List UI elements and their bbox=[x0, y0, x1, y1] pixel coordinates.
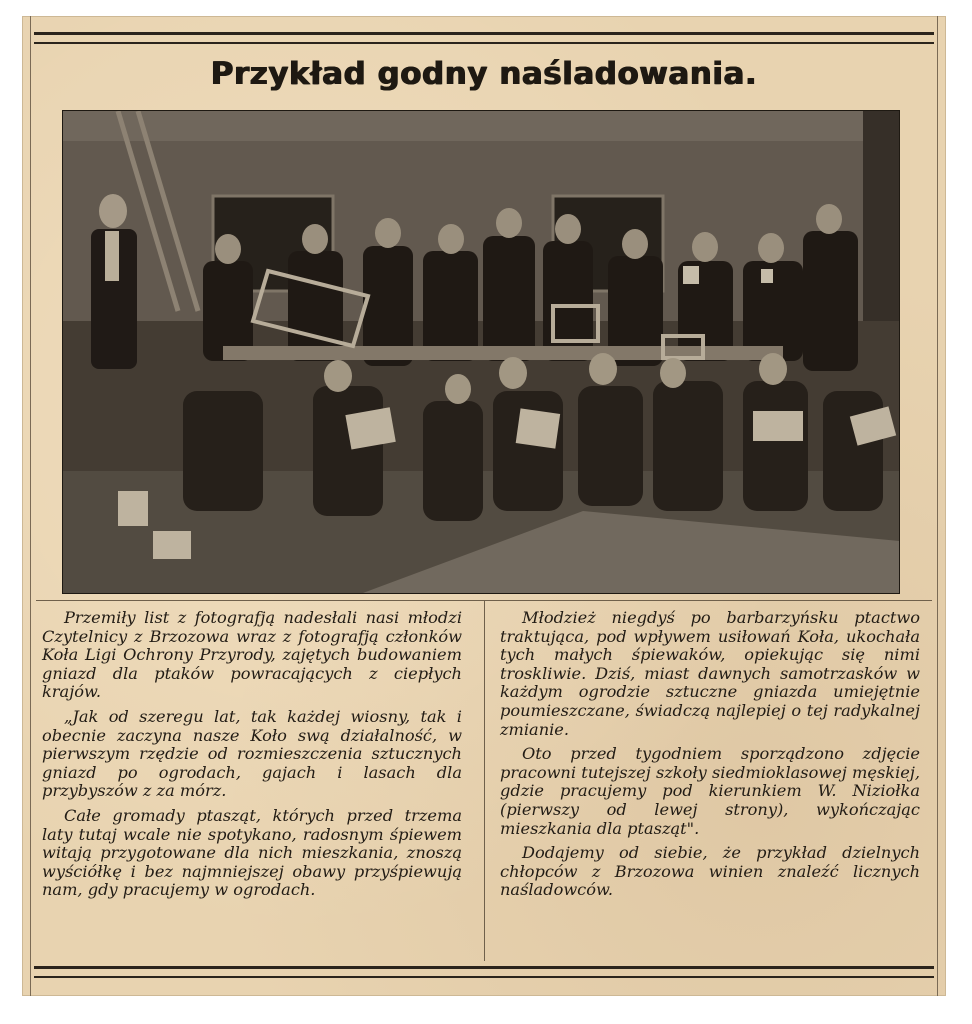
right-column bbox=[500, 609, 920, 906]
paragraph: Całe gromady ptasząt, których przed trzema laty tutaj wcale nie spotykano, radosnym śpiewem witają przygotowane dla nich mieszkania, znoszą wyściółkę i bez najmniejszej obawy przyśpiewują nam, gdy pracujemy w ogrodach. bbox=[42, 805, 462, 900]
photo-illustration bbox=[63, 111, 899, 593]
article-body bbox=[36, 600, 932, 961]
left-column bbox=[42, 609, 462, 906]
right-margin-rule bbox=[937, 16, 938, 996]
paragraph: Młodzież niegdyś po barbarzyńsku ptactwo traktująca, pod wpływem usiłowań Koła, ukochała tych małych śpiewaków, opiekując się nimi troskliwie. Dziś, miast dawnych samotrzasków w każdym ogrodzie sztuczne gniazda umiejętnie poumieszczane, świadczą najlepiej o tej radykalnej zmianie. bbox=[500, 608, 920, 739]
headline: Przykład godny naśladowania. bbox=[210, 56, 758, 92]
left-margin-rule bbox=[30, 16, 31, 996]
paragraph: Dodajemy od siebie, że przykład dzielnych chłopców z Brzozowa winien znaleźć licznych naśladowców. bbox=[500, 843, 920, 900]
bottom-double-rule bbox=[34, 966, 934, 978]
paragraph: Oto przed tygodniem sporządzono zdjęcie pracowni tutejszej szkoły siedmioklasowej męskiej, gdzie pracujemy pod kierunkiem W. Niziołka (pierwszy od lewej strony), wykończając mieszkania dla ptasząt". bbox=[500, 744, 920, 838]
paragraph: „Jak od szeregu lat, tak każdej wiosny, tak i obecnie zaczyna nasze Koło swą działalność, w pierwszym rzędzie od rozmieszczenia sztucznych gniazd po ogrodach, gajach i lasach dla przybyszów z za mórz. bbox=[42, 706, 462, 801]
paragraph: Przemiły list z fotografją nadesłali nasi młodzi Czytelnicy z Brzozowa wraz z fotografją członków Koła Ligi Ochrony Przyrody, zajętych budowaniem gniazd dla ptaków powracających z ciepłych krajów. bbox=[42, 608, 462, 702]
newspaper-clipping bbox=[22, 16, 946, 996]
article-photo bbox=[62, 110, 900, 594]
top-double-rule bbox=[34, 32, 934, 44]
column-divider bbox=[484, 601, 485, 961]
